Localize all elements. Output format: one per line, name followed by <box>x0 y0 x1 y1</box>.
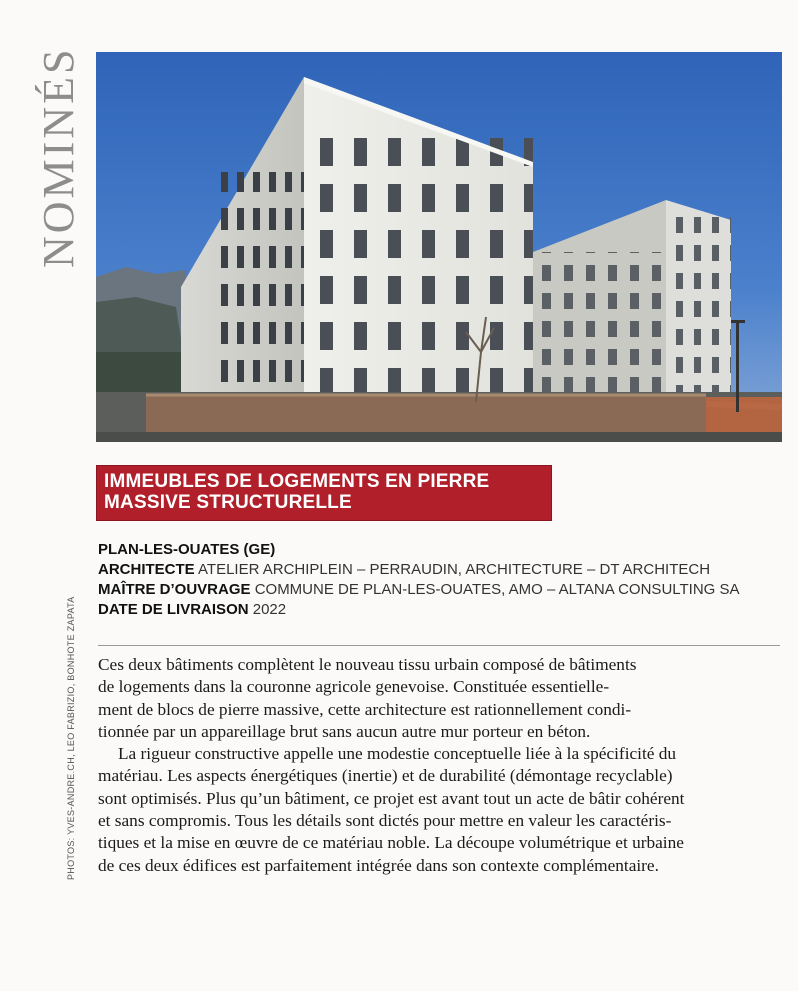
body-line: sont optimisés. Plus qu’un bâtiment, ce projet est avant tout un acte de bâtir cohérent <box>98 788 685 808</box>
divider <box>98 645 780 646</box>
project-meta <box>98 540 778 620</box>
meta-architect-row <box>98 560 778 580</box>
body-line: tionnée par un appareillage brut sans aucun autre mur porteur en béton. <box>98 721 591 741</box>
meta-owner-value: COMMUNE DE PLAN-LES-OUATES, AMO – ALTANA CONSULTING SA <box>254 581 740 598</box>
paragraph-2 <box>98 743 782 877</box>
body-line: et sans compromis. Tous les détails sont dictés pour mettre en valeur les caractéris- <box>98 811 672 831</box>
meta-date-label: DATE DE LIVRAISON <box>98 601 249 618</box>
body-line: tiques et la mise en œuvre de ce matériau noble. La découpe volumétrique et urbaine <box>98 833 684 853</box>
body-line: matériau. Les aspects énergétiques (inertie) et de durabilité (démontage recyclable) <box>98 766 673 786</box>
meta-location: PLAN-LES-OUATES (GE) <box>98 541 276 558</box>
paragraph-1 <box>98 654 782 743</box>
body-line: La rigueur constructive appelle une modestie conceptuelle liée à la spécificité du <box>118 744 677 764</box>
meta-date-row <box>98 600 778 620</box>
meta-location-row <box>98 540 778 560</box>
section-label: NOMINÉS <box>34 46 83 268</box>
article-headline <box>96 465 552 521</box>
meta-owner-label: MAÎTRE D’OUVRAGE <box>98 581 251 598</box>
headline-line-2: MASSIVE STRUCTURELLE <box>104 492 352 513</box>
meta-architect-value: ATELIER ARCHIPLEIN – PERRAUDIN, ARCHITECTURE – DT ARCHITECH <box>198 561 711 578</box>
headline-line-1: IMMEUBLES DE LOGEMENTS EN PIERRE <box>104 471 490 492</box>
photo-credit: PHOTOS: YVES-ANDRE.CH, LEO FABRIZIO, BONHOTE ZAPATA <box>66 596 76 880</box>
meta-owner-row <box>98 580 778 600</box>
body-line: Ces deux bâtiments complètent le nouveau tissu urbain composé de bâtiments <box>98 655 637 674</box>
meta-date-value: 2022 <box>252 601 287 618</box>
body-line: de ces deux édifices est parfaitement intégrée dans son contexte complémentaire. <box>98 855 659 875</box>
article-body <box>98 654 782 877</box>
body-line: ment de blocs de pierre massive, cette architecture est rationnellement condi- <box>98 699 632 719</box>
building-photo <box>96 52 782 442</box>
meta-architect-label: ARCHITECTE <box>98 561 195 578</box>
body-line: de logements dans la couronne agricole genevoise. Constituée essentielle- <box>98 677 610 697</box>
